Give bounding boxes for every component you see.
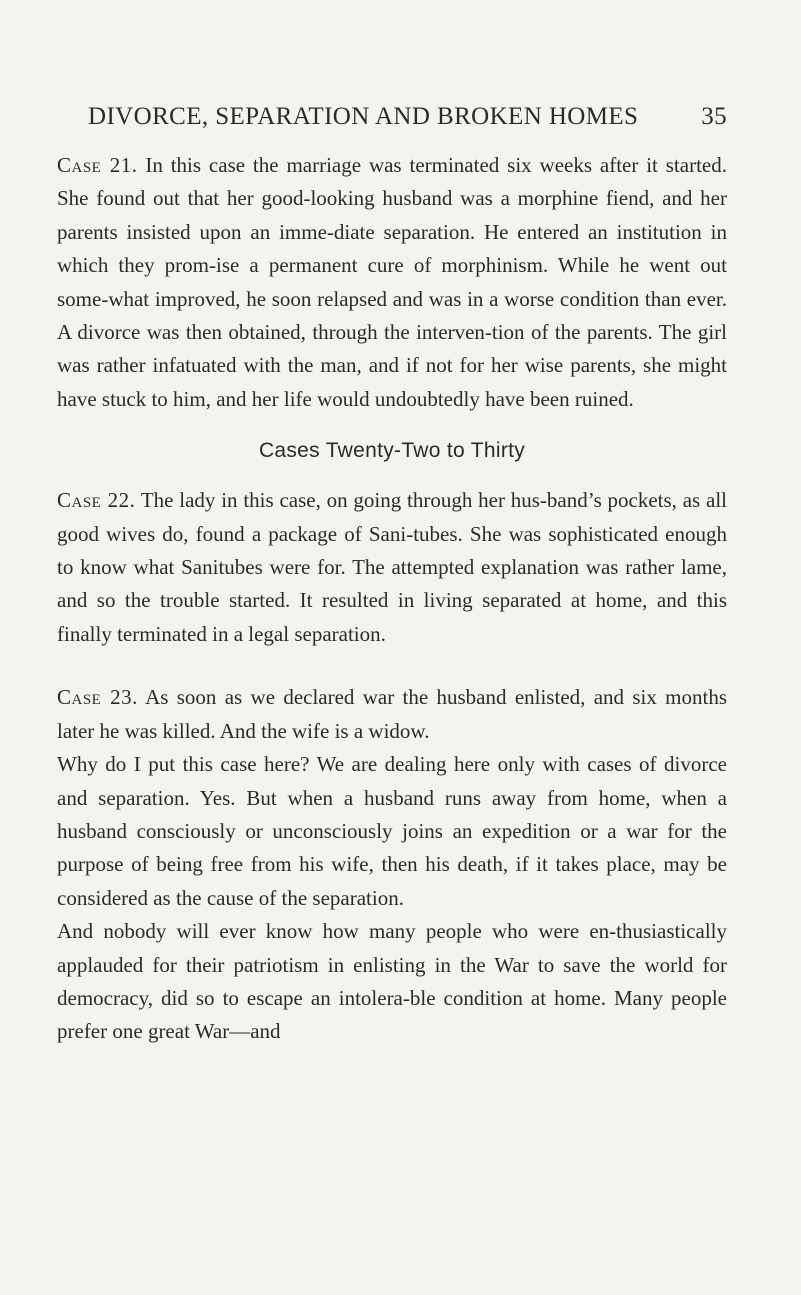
section-heading: Cases Twenty-Two to Thirty bbox=[258, 439, 526, 463]
case-21-text: In this case the marriage was terminated six weeks after it started. She found out that her good-looking husband was a morphine fiend, and her parents insisted upon an imme-diate separation. He entered an institution in which they prom-ise a permanent cure of morphinism. While he went out some-what improved, he soon relapsed and was in a worse condition than ever. A divorce was then obtained, through the interven-tion of the parents. The girl was rather infatuated with the man, and if not for her wise parents, she might have stuck to him, and her life would undoubtedly have been ruined. bbox=[57, 153, 727, 411]
case-21-paragraph bbox=[57, 149, 727, 416]
body-text bbox=[57, 149, 727, 1049]
running-title: DIVORCE, SEPARATION AND BROKEN HOMES bbox=[88, 103, 639, 130]
case-21-label: Case 21. bbox=[57, 153, 138, 177]
case-22-text: The lady in this case, on going through her hus-band’s pockets, as all good wives do, found a package of Sani-tubes. She was sophisticated enough to know what Sanitubes were for. The attempted explanation was rather lame, and so the trouble started. It resulted in living separated at home, and this finally terminated in a legal separation. bbox=[57, 488, 727, 646]
case-23-paragraph bbox=[57, 681, 727, 748]
case-23-label: Case 23. bbox=[57, 685, 138, 710]
case-23-paragraph-2: Why do I put this case here? We are dealing here only with cases of divorce and separation. Yes. But when a husband runs away from home, when a husband consciously or unconsciously joins an expedition or a war for the purpose of being free from his wife, then his death, if it takes place, may be considered as the cause of the separation. bbox=[57, 752, 727, 910]
case-23-text: As soon as we declared war the husband enlisted, and six months later he was killed. And the wife is a widow. bbox=[57, 685, 727, 743]
case-23-paragraph-3: And nobody will ever know how many people who were en-thusiastically applauded for their patriotism in enlisting in the War to save the world for democracy, did so to escape an intolera-ble condition at home. Many people prefer one great War—and bbox=[57, 919, 727, 1044]
paragraph-gap bbox=[57, 651, 727, 681]
case-22-paragraph bbox=[57, 484, 727, 651]
page-number: 35 bbox=[701, 103, 727, 130]
running-head bbox=[88, 102, 727, 132]
case-22-label: Case 22. bbox=[57, 488, 136, 513]
